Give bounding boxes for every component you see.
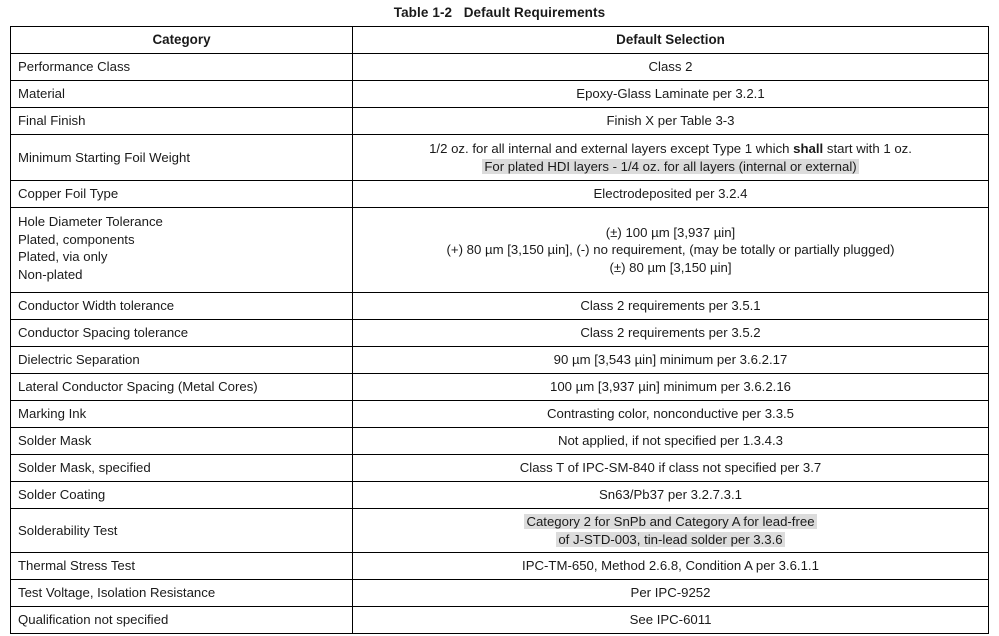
- selection-text: (±) 100 µm [3,937 µin]: [605, 224, 736, 240]
- selection-line: [361, 459, 980, 477]
- cell-default-selection: [353, 108, 989, 135]
- cell-category: [11, 401, 353, 428]
- selection-line: [361, 297, 980, 315]
- selection-text: Class 2 requirements per 3.5.1: [580, 298, 761, 314]
- cell-category: [11, 553, 353, 580]
- default-requirements-table: [10, 26, 989, 634]
- table-row: [11, 482, 989, 509]
- column-header-category: Category: [11, 27, 353, 54]
- category-line: Test Voltage, Isolation Resistance: [18, 585, 216, 601]
- table-row: [11, 553, 989, 580]
- category-line: Performance Class: [18, 59, 131, 75]
- selection-line: [361, 486, 980, 504]
- selection-line: [361, 185, 980, 203]
- table-row: [11, 320, 989, 347]
- table-title: Table 1-2 Default Requirements: [393, 5, 606, 20]
- selection-line: [361, 351, 980, 369]
- table-row: [11, 401, 989, 428]
- cell-default-selection: [353, 553, 989, 580]
- selection-text: (+) 80 µm [3,150 µin], (-) no requirement, (may be totally or partially plugged): [446, 242, 895, 258]
- selection-text: Electrodeposited per 3.2.4: [593, 186, 748, 202]
- selection-line: [361, 58, 980, 76]
- selection-text: Sn63/Pb37 per 3.2.7.3.1: [599, 487, 742, 503]
- cell-category: [11, 320, 353, 347]
- header-row: [11, 27, 989, 54]
- selection-line: [361, 557, 980, 575]
- cell-default-selection: [353, 293, 989, 320]
- cell-category: [11, 54, 353, 81]
- cell-default-selection: [353, 482, 989, 509]
- highlighted-text: For plated HDI layers - 1/4 oz. for all layers (internal or external): [484, 158, 857, 174]
- selection-line: [361, 259, 980, 277]
- cell-default-selection: [353, 401, 989, 428]
- selection-line: [361, 224, 980, 242]
- category-line: Solder Mask, specified: [18, 460, 151, 476]
- selection-line: [361, 324, 980, 342]
- selection-text: (±) 80 µm [3,150 µin]: [609, 259, 732, 275]
- selection-text: Class T of IPC-SM-840 if class not specified per 3.7: [519, 460, 822, 476]
- cell-default-selection: [353, 509, 989, 553]
- cell-default-selection: [353, 81, 989, 108]
- category-line: Minimum Starting Foil Weight: [18, 149, 190, 165]
- table-row: [11, 108, 989, 135]
- cell-default-selection: [353, 580, 989, 607]
- selection-text: Epoxy-Glass Laminate per 3.2.1: [576, 86, 765, 102]
- cell-default-selection: [353, 135, 989, 181]
- category-line: Thermal Stress Test: [18, 558, 136, 574]
- selection-text: 90 µm [3,543 µin] minimum per 3.6.2.17: [553, 352, 788, 368]
- table-body: [11, 54, 989, 634]
- category-line: Marking Ink: [18, 406, 87, 422]
- selection-text: Finish X per Table 3-3: [606, 113, 735, 129]
- highlighted-text: Category 2 for SnPb and Category A for lead-free: [526, 514, 815, 529]
- cell-category: [11, 509, 353, 553]
- category-line: Material: [18, 86, 65, 102]
- cell-category: [11, 135, 353, 181]
- table-row: [11, 580, 989, 607]
- table-row: [11, 181, 989, 208]
- category-line: Non-plated: [18, 266, 83, 282]
- table-row: [11, 135, 989, 181]
- cell-category: [11, 293, 353, 320]
- table-row: [11, 293, 989, 320]
- table-container: [0, 26, 999, 634]
- cell-category: [11, 580, 353, 607]
- selection-line: [361, 378, 980, 396]
- cell-default-selection: [353, 320, 989, 347]
- category-line: Solderability Test: [18, 522, 118, 538]
- table-row: [11, 455, 989, 482]
- selection-line: [361, 432, 980, 450]
- cell-category: [11, 607, 353, 634]
- selection-line: [361, 513, 980, 531]
- table-row: [11, 428, 989, 455]
- category-line: Hole Diameter Tolerance: [18, 214, 163, 229]
- selection-text: Contrasting color, nonconductive per 3.3.5: [546, 406, 795, 422]
- selection-line: [361, 531, 980, 549]
- category-line: Conductor Spacing tolerance: [18, 325, 189, 341]
- table-row: [11, 509, 989, 553]
- category-line: Copper Foil Type: [18, 186, 119, 202]
- selection-line: [361, 158, 980, 176]
- cell-category: [11, 428, 353, 455]
- emphasis-shall: shall: [793, 141, 824, 156]
- cell-category: [11, 208, 353, 293]
- cell-default-selection: [353, 208, 989, 293]
- category-line: Dielectric Separation: [18, 352, 140, 368]
- cell-category: [11, 482, 353, 509]
- selection-text: 1/2 oz. for all internal and external layers except Type 1 which shall start with 1 oz.: [429, 141, 912, 156]
- cell-category: [11, 181, 353, 208]
- cell-default-selection: [353, 455, 989, 482]
- selection-line: [361, 584, 980, 602]
- highlighted-text: of J-STD-003, tin-lead solder per 3.3.6: [558, 531, 783, 547]
- cell-default-selection: [353, 374, 989, 401]
- table-header: [11, 27, 989, 54]
- selection-line: [361, 241, 980, 259]
- cell-category: [11, 374, 353, 401]
- table-row: [11, 607, 989, 634]
- table-row: [11, 81, 989, 108]
- category-line: Final Finish: [18, 113, 86, 129]
- cell-default-selection: [353, 347, 989, 374]
- cell-default-selection: [353, 607, 989, 634]
- cell-category: [11, 347, 353, 374]
- table-row: [11, 54, 989, 81]
- cell-default-selection: [353, 54, 989, 81]
- selection-line: [361, 140, 980, 158]
- category-line: Plated, components: [18, 231, 135, 247]
- category-line: Lateral Conductor Spacing (Metal Cores): [18, 379, 258, 395]
- table-row: [11, 347, 989, 374]
- selection-text: Per IPC-9252: [630, 585, 711, 601]
- selection-text: 100 µm [3,937 µin] minimum per 3.6.2.16: [550, 379, 791, 395]
- selection-line: [361, 405, 980, 423]
- cell-default-selection: [353, 428, 989, 455]
- selection-line: [361, 112, 980, 130]
- selection-text: Not applied, if not specified per 1.3.4.3: [557, 433, 784, 449]
- selection-text: See IPC-6011: [629, 612, 712, 628]
- selection-text: IPC-TM-650, Method 2.6.8, Condition A per 3.6.1.1: [522, 558, 819, 574]
- table-row: [11, 208, 989, 293]
- category-line: Qualification not specified: [18, 612, 169, 628]
- selection-line: [361, 85, 980, 103]
- table-row: [11, 374, 989, 401]
- selection-line: [361, 611, 980, 629]
- category-line: Solder Mask: [18, 433, 92, 449]
- cell-category: [11, 108, 353, 135]
- cell-default-selection: [353, 181, 989, 208]
- column-header-default-selection: Default Selection: [353, 27, 989, 54]
- cell-category: [11, 455, 353, 482]
- category-line: Solder Coating: [18, 487, 106, 503]
- category-line: Conductor Width tolerance: [18, 298, 175, 314]
- selection-text: Class 2 requirements per 3.5.2: [580, 325, 761, 341]
- selection-text: Class 2: [648, 59, 693, 75]
- category-line: Plated, via only: [18, 249, 108, 264]
- cell-category: [11, 81, 353, 108]
